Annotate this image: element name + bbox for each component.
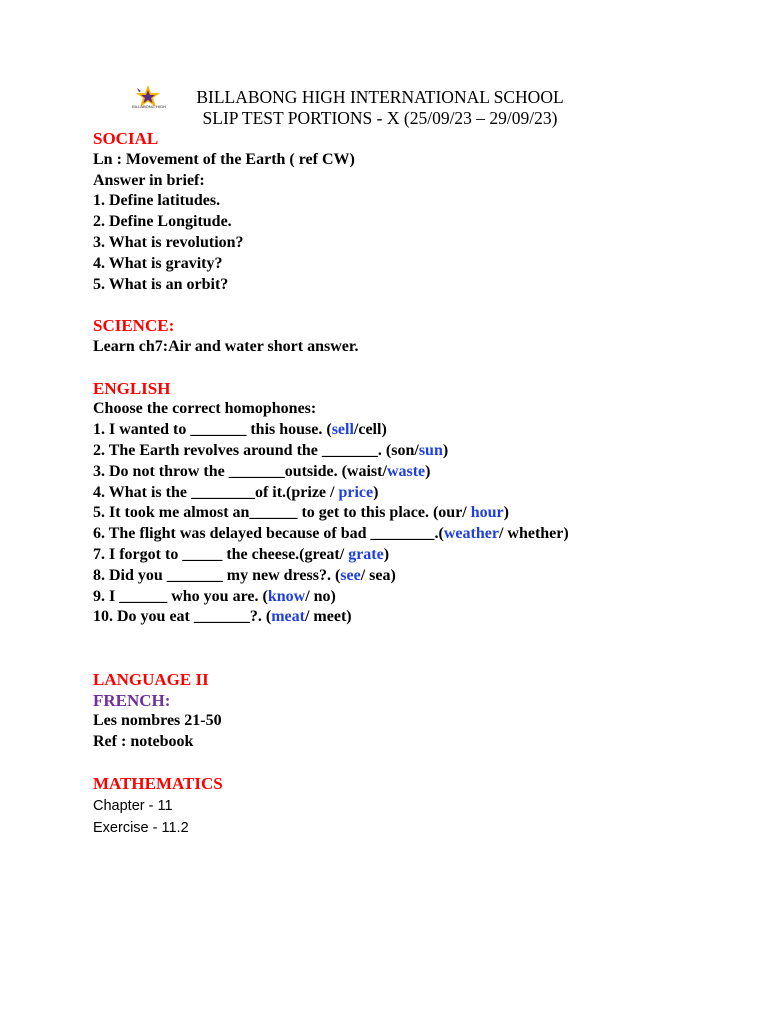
english-question: 6. The flight was delayed because of bad ________.(weather/ whether): [93, 525, 569, 543]
english-question: 9. I ______ who you are. (know/ no): [93, 587, 336, 605]
french-reference: Ref : notebook: [93, 733, 194, 751]
school-logo: [133, 84, 163, 120]
answer-word: grate: [348, 545, 384, 563]
logo-wordmark: BILLABONG HIGH: [132, 104, 166, 109]
french-topic: Les nombres 21-50: [93, 712, 222, 730]
document-subtitle: SLIP TEST PORTIONS - X (25/09/23 – 29/09/23): [202, 108, 558, 128]
social-heading: SOCIAL: [93, 129, 159, 148]
english-question: 3. Do not throw the _______outside. (waist/waste): [93, 462, 431, 480]
document-body: [93, 129, 733, 839]
social-instruction: Answer in brief:: [93, 171, 205, 189]
english-heading: ENGLISH: [93, 378, 171, 398]
english-question: 5. It took me almost an______ to get to this place. (our/ hour): [93, 504, 509, 522]
science-heading: SCIENCE:: [93, 316, 175, 336]
answer-word: weather: [443, 525, 499, 543]
document-header: [180, 87, 580, 129]
answer-word: hour: [470, 504, 504, 522]
social-question: 5. What is an orbit?: [93, 275, 229, 293]
math-chapter: Chapter - 11: [93, 797, 173, 814]
english-question: 4. What is the ________of it.(prize / price): [93, 483, 379, 501]
french-heading: FRENCH:: [93, 690, 171, 710]
answer-word: know: [267, 587, 306, 605]
english-question: 7. I forgot to _____ the cheese.(great/ grate): [93, 545, 390, 563]
english-instruction: Choose the correct homophones:: [93, 400, 317, 418]
social-lesson: Ln : Movement of the Earth ( ref CW): [93, 150, 355, 168]
answer-word: price: [338, 483, 374, 501]
english-question: 8. Did you _______ my new dress?. (see/ sea): [93, 566, 396, 584]
mathematics-heading: MATHEMATICS: [93, 773, 223, 793]
answer-word: sun: [418, 441, 443, 459]
social-question: 2. Define Longitude.: [93, 213, 232, 231]
answer-word: waste: [386, 462, 426, 480]
answer-word: meat: [271, 608, 305, 626]
social-question: 4. What is gravity?: [93, 254, 223, 272]
english-question: 2. The Earth revolves around the _______. (son/sun): [93, 441, 449, 459]
answer-word: sell: [331, 421, 354, 439]
school-name: BILLABONG HIGH INTERNATIONAL SCHOOL: [196, 87, 564, 107]
math-exercise: Exercise - 11.2: [93, 819, 189, 836]
language-heading: LANGUAGE II: [93, 669, 209, 689]
answer-word: see: [340, 566, 361, 584]
english-question: 10. Do you eat _______?. (meat/ meet): [93, 608, 352, 626]
social-question: 1. Define latitudes.: [93, 192, 221, 210]
science-text: Learn ch7:Air and water short answer.: [93, 337, 359, 355]
social-question: 3. What is revolution?: [93, 233, 244, 251]
english-question: 1. I wanted to _______ this house. (sell/cell): [93, 421, 387, 439]
